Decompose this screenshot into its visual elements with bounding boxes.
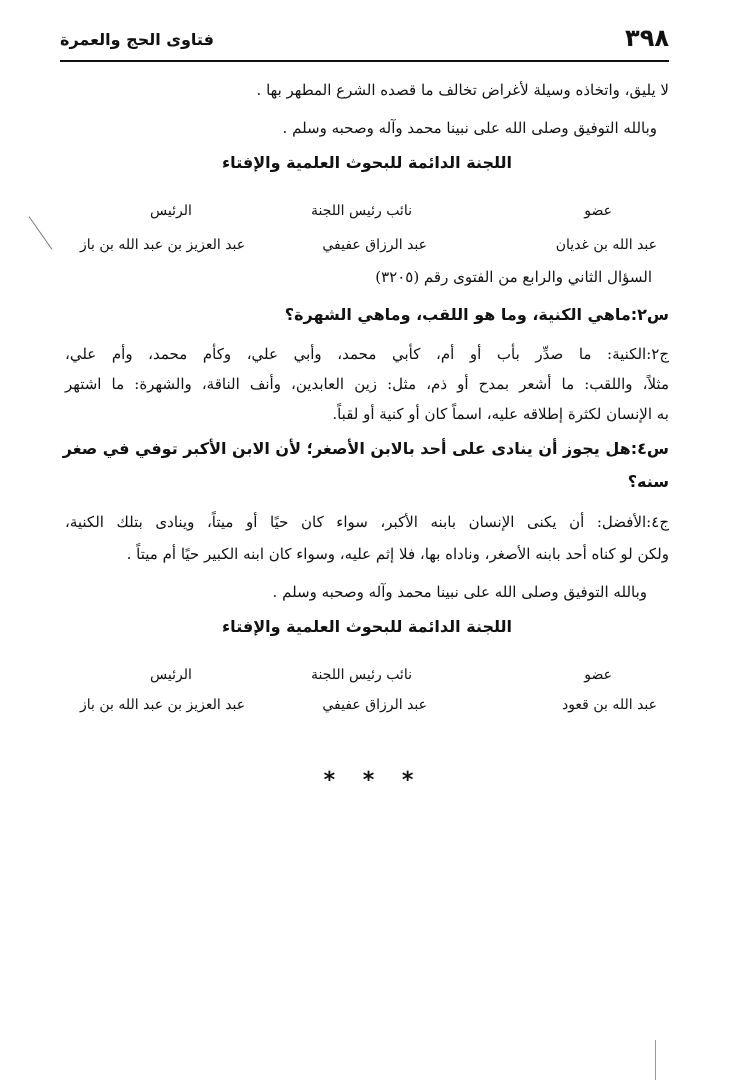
scan-mark	[29, 216, 53, 249]
name-member: عبد الله بن غديان	[555, 237, 657, 253]
committee-title: اللجنة الدائمة للبحوث العلمية والإفتاء	[222, 153, 512, 172]
page-number: ٣٩٨	[625, 24, 669, 52]
role-member: عضو	[584, 203, 612, 219]
fatwa-reference: السؤال الثاني والرابع من الفتوى رقم (٣٢٠٥)	[375, 268, 652, 286]
name-chair: عبد العزيز بن عبد الله بن باز	[80, 697, 246, 713]
closing-text: وبالله التوفيق وصلى الله على نبينا محمد وآله وصحبه وسلم .	[272, 583, 647, 601]
answer-2-line: مثلاً، واللقب: ما أشعر بمدح أو ذم، مثل: زين العابدين، وأنف الناقة، والشهرة: ما اشتهر	[65, 375, 669, 393]
page-header	[60, 22, 669, 58]
name-deputy: عبد الرزاق عفيفي	[322, 237, 427, 253]
scan-mark	[655, 1040, 656, 1080]
name-deputy: عبد الرزاق عفيفي	[322, 697, 427, 713]
question-2: س٢:ماهي الكنية، وما هو اللقب، وماهي الشهرة؟	[284, 305, 669, 324]
answer-2-line: ج٢:الكنية: ما صدِّر بأب أو أم، كأبي محمد، وأبي علي، وكأم محمد، وأم علي،	[65, 345, 669, 363]
header-divider	[60, 60, 669, 62]
role-chair: الرئيس	[150, 203, 192, 219]
signature-names	[60, 237, 657, 259]
committee-title: اللجنة الدائمة للبحوث العلمية والإفتاء	[222, 617, 512, 636]
role-chair: الرئيس	[150, 667, 192, 683]
role-deputy: نائب رئيس اللجنة	[311, 667, 412, 683]
answer-4-line: ولكن لو كناه أحد بابنه الأصغر، وناداه بها، فلا إثم عليه، وسواء كان ابنه الكبير حيًا أم ميتاً .	[126, 545, 669, 563]
book-title: فتاوى الحج والعمرة	[60, 30, 214, 49]
question-4-line: سنه؟	[627, 472, 669, 491]
section-separator: * * *	[323, 768, 424, 793]
role-deputy: نائب رئيس اللجنة	[311, 203, 412, 219]
signature-names	[60, 697, 657, 719]
answer-4-line: ج٤:الأفضل: أن يكنى الإنسان بابنه الأكبر، سواء كان حيًا أو ميتاً، وينادى بتلك الكنية،	[65, 513, 669, 531]
name-member: عبد الله بن قعود	[561, 697, 657, 713]
question-4-line: س٤:هل يجوز أن ينادى على أحد بالابن الأصغر؛ لأن الابن الأكبر توفي في صغر	[62, 439, 669, 458]
paragraph-line: لا يليق، واتخاذه وسيلة لأغراض تخالف ما قصده الشرع المطهر بها .	[256, 81, 669, 99]
signature-roles	[60, 203, 657, 225]
role-member: عضو	[584, 667, 612, 683]
answer-2-line: به الإنسان لكثرة إطلاقه عليه، اسماً كان أو كنية أو لقباً.	[332, 405, 669, 423]
closing-text: وبالله التوفيق وصلى الله على نبينا محمد وآله وصحبه وسلم .	[282, 119, 657, 137]
signature-roles	[60, 667, 657, 689]
name-chair: عبد العزيز بن عبد الله بن باز	[80, 237, 246, 253]
